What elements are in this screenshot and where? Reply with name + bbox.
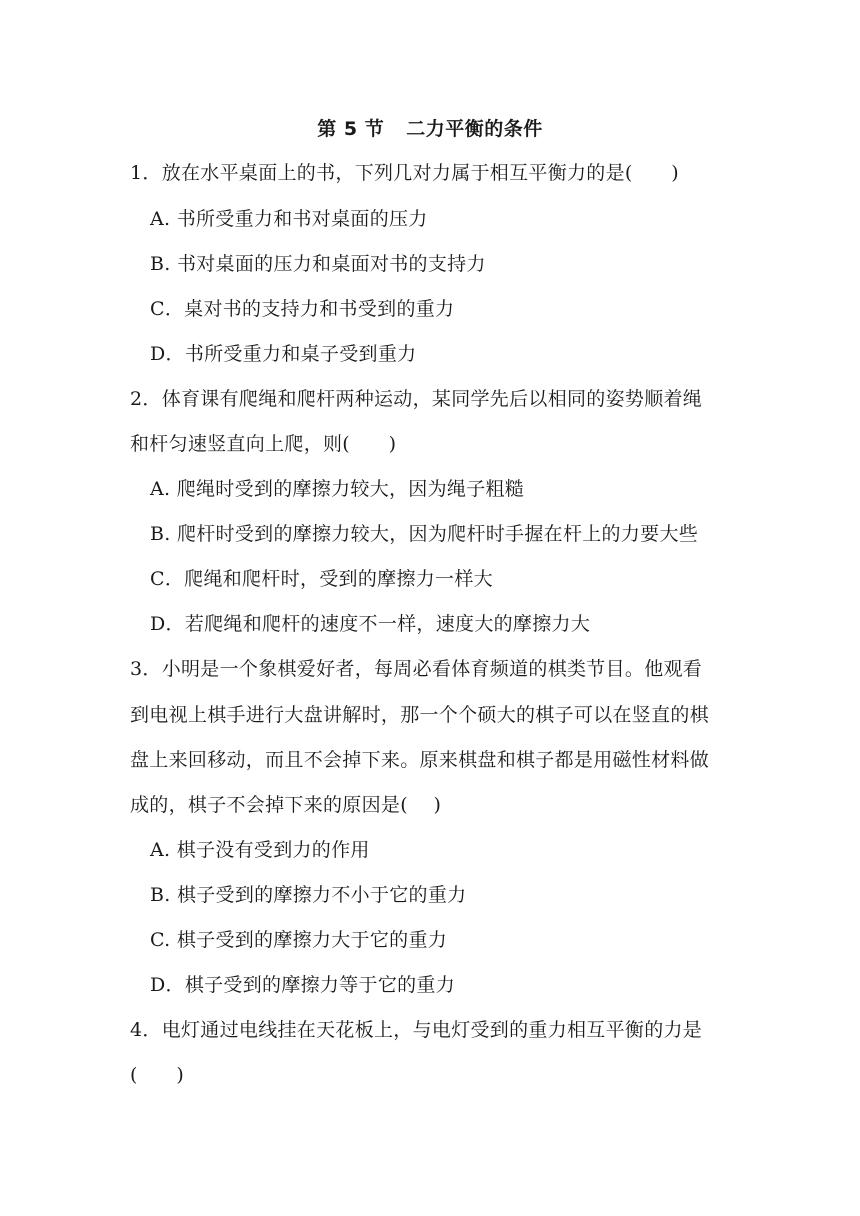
question-2-option-a: A. 爬绳时受到的摩擦力较大，因为绳子粗糙 [150, 478, 525, 500]
section-title [0, 114, 860, 141]
question-1-option-d: D．书所受重力和桌子受到重力 [150, 343, 417, 365]
question-3-option-a: A. 棋子没有受到力的作用 [150, 839, 370, 861]
question-4-text-line-1: 4．电灯通过电线挂在天花板上，与电灯受到的重力相互平衡的力是 [130, 1019, 703, 1041]
question-3-text-line-3: 盘上来回移动，而且不会掉下来。原来棋盘和棋子都是用磁性材料做 [130, 749, 710, 771]
question-3-text-line-1: 3．小明是一个象棋爱好者，每周必看体育频道的棋类节目。他观看 [130, 658, 703, 680]
question-1-option-a: A. 书所受重力和书对桌面的压力 [150, 208, 428, 230]
question-3-option-b: B. 棋子受到的摩擦力不小于它的重力 [150, 884, 467, 906]
question-3-option-d: D．棋子受到的摩擦力等于它的重力 [150, 974, 456, 996]
question-2-text-line-1: 2．体育课有爬绳和爬杆两种运动，某同学先后以相同的姿势顺着绳 [130, 388, 703, 410]
question-1-text: 1．放在水平桌面上的书，下列几对力属于相互平衡力的是( ) [130, 162, 679, 184]
question-4-text-line-2: ( ) [130, 1064, 185, 1086]
question-1-option-b: B. 书对桌面的压力和桌面对书的支持力 [150, 253, 486, 275]
section-name: 二力平衡的条件 [406, 118, 543, 140]
question-2-text-line-2: 和杆匀速竖直向上爬，则( ) [130, 433, 397, 455]
question-1-option-c: C．桌对书的支持力和书受到的重力 [150, 298, 455, 320]
question-2-option-d: D．若爬绳和爬杆的速度不一样，速度大的摩擦力大 [150, 613, 591, 635]
question-3-text-line-2: 到电视上棋手进行大盘讲解时，那一个个硕大的棋子可以在竖直的棋 [130, 704, 710, 726]
question-3-text-line-4: 成的，棋子不会掉下来的原因是( ) [130, 794, 442, 816]
section-number: 第 5 节 [317, 118, 385, 140]
question-2-option-b: B. 爬杆时受到的摩擦力较大，因为爬杆时手握在杆上的力要大些 [150, 523, 699, 545]
question-3-option-c: C. 棋子受到的摩擦力大于它的重力 [150, 929, 448, 951]
question-2-option-c: C．爬绳和爬杆时，受到的摩擦力一样大 [150, 568, 493, 590]
